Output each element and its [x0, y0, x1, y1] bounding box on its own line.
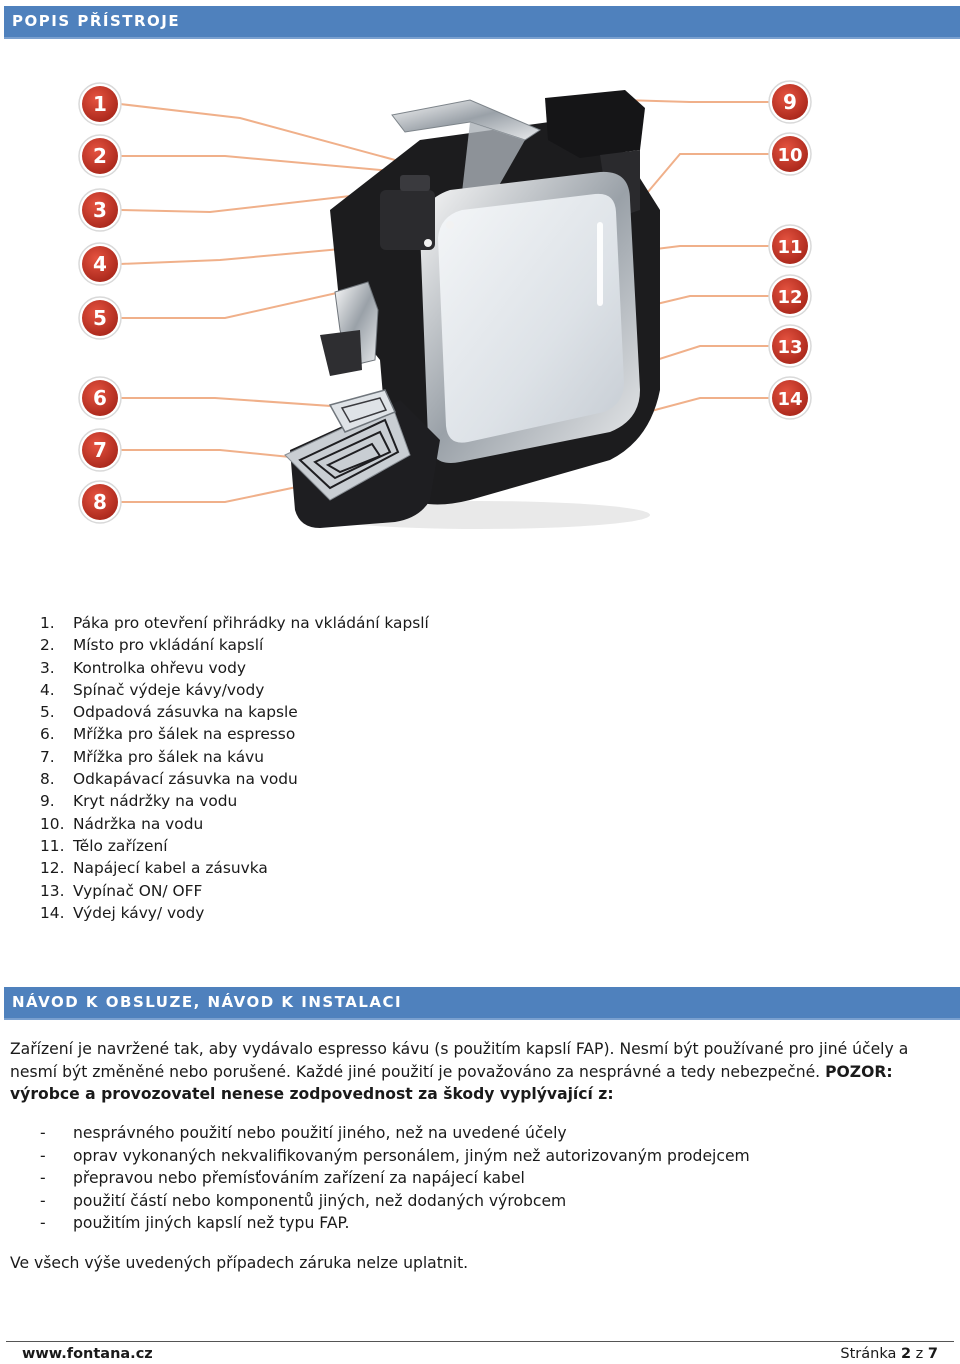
parts-number: 14. [40, 903, 65, 922]
callout-number: 1 [93, 92, 107, 116]
callout-badge-8 [79, 481, 121, 523]
parts-label: Tělo zařízení [73, 836, 168, 855]
callout-badge-12 [769, 275, 811, 317]
callout-number: 13 [777, 337, 803, 358]
dash-bullet: - [40, 1146, 46, 1165]
risk-text: přepravou nebo přemísťováním zařízení za napájecí kabel [73, 1169, 525, 1187]
page-total: 7 [927, 1346, 938, 1362]
parts-list-item [40, 835, 429, 857]
callout-badge-6 [79, 377, 121, 419]
parts-number: 3. [40, 658, 55, 677]
dash-bullet: - [40, 1124, 46, 1142]
parts-list-item [40, 723, 429, 745]
parts-label: Mřížka pro šálek na espresso [73, 725, 296, 744]
risk-item [40, 1122, 750, 1145]
parts-list-item [40, 634, 429, 656]
parts-list-item [40, 701, 429, 723]
dash-bullet: - [40, 1191, 46, 1210]
closing-sentence: Ve všech výše uvedených případech záruka nelze uplatnit. [10, 1254, 469, 1272]
parts-number: 12. [40, 859, 65, 878]
parts-list-item [40, 790, 429, 812]
page-current: 2 [900, 1346, 912, 1362]
risk-text: oprav vykonaných nekvalifikovaným personálem, jiným než autorizovaným prodejcem [73, 1146, 750, 1165]
callout-number: 14 [777, 389, 803, 410]
parts-number: 11. [40, 836, 65, 855]
risk-item [40, 1212, 750, 1235]
callout-badge-3 [79, 189, 121, 231]
coffee-machine [285, 90, 660, 529]
parts-list-item [40, 813, 429, 835]
footer-divider [6, 1341, 954, 1342]
section-title: NÁVOD K OBSLUZE, NÁVOD K INSTALACI [12, 993, 403, 1011]
parts-label: Páka pro otevření přihrádky na vkládání kapslí [73, 614, 429, 632]
section-title: POPIS PŘÍSTROJE [12, 12, 181, 30]
parts-label: Spínač výdeje kávy/vody [73, 680, 265, 699]
parts-list-item [40, 857, 429, 879]
parts-list-item [40, 612, 429, 634]
parts-list-item [40, 902, 429, 924]
callout-badge-7 [79, 429, 121, 471]
callout-badge-2 [79, 135, 121, 177]
callout-badge-5 [79, 297, 121, 339]
callout-number: 4 [93, 252, 107, 276]
parts-label: Odpadová zásuvka na kapsle [73, 703, 298, 722]
footer-page-number [840, 1346, 938, 1362]
parts-list-item [40, 768, 429, 790]
section-header-instructions [4, 987, 960, 1020]
callout-number: 2 [93, 144, 107, 168]
risk-text: použití částí nebo komponentů jiných, než dodaných výrobcem [73, 1191, 567, 1210]
parts-number: 5. [40, 703, 55, 722]
callout-number: 9 [783, 90, 797, 114]
dash-bullet: - [40, 1169, 46, 1187]
parts-number: 1. [40, 614, 55, 632]
callout-badge-9 [769, 81, 811, 123]
risk-item [40, 1190, 750, 1213]
parts-label: Mřížka pro šálek na kávu [73, 747, 265, 766]
parts-number: 6. [40, 725, 55, 744]
parts-label: Místo pro vkládání kapslí [73, 636, 264, 655]
callout-number: 5 [93, 306, 107, 330]
parts-number: 10. [40, 814, 65, 833]
risk-text: nesprávného použití nebo použití jiného, než na uvedené účely [73, 1124, 567, 1142]
parts-label: Odkapávací zásuvka na vodu [73, 770, 298, 789]
parts-label: Napájecí kabel a zásuvka [73, 859, 268, 878]
parts-label: Kontrolka ohřevu vody [73, 658, 246, 677]
risk-item [40, 1145, 750, 1168]
parts-list [40, 612, 429, 924]
device-figure [0, 60, 960, 540]
parts-number: 7. [40, 747, 55, 766]
footer-website-link[interactable]: www.fontana.cz [22, 1346, 153, 1362]
intro-paragraph [10, 1038, 955, 1106]
coffee-machine-illustration [0, 60, 960, 540]
callout-badge-14 [769, 377, 811, 419]
callout-number: 7 [93, 438, 107, 462]
parts-number: 9. [40, 792, 55, 811]
parts-label: Vypínač ON/ OFF [73, 881, 203, 900]
callout-number: 3 [93, 198, 107, 222]
warning-text: POZOR: výrobce a provozovatel nenese zodpovednost za škody vyplývající z: [10, 1062, 893, 1103]
page-prefix: Stránka [840, 1346, 897, 1362]
callout-number: 10 [777, 145, 803, 166]
dash-bullet: - [40, 1214, 46, 1232]
callout-number: 6 [93, 386, 107, 410]
parts-number: 4. [40, 680, 55, 699]
parts-label: Nádržka na vodu [73, 814, 204, 833]
callout-number: 8 [93, 490, 107, 514]
risk-item [40, 1167, 750, 1190]
parts-label: Kryt nádržky na vodu [73, 792, 238, 811]
parts-list-item [40, 880, 429, 902]
parts-number: 2. [40, 636, 55, 655]
callout-badge-4 [79, 243, 121, 285]
callout-badge-10 [769, 133, 811, 175]
callout-badges-left [79, 83, 121, 523]
section-header-description [4, 6, 960, 39]
callout-number: 12 [777, 287, 803, 308]
page-separator: z [915, 1346, 924, 1362]
callout-number: 11 [777, 237, 803, 258]
parts-number: 8. [40, 770, 55, 789]
callout-badge-1 [79, 83, 121, 125]
parts-list-item [40, 679, 429, 701]
parts-number: 13. [40, 881, 65, 900]
risks-list [40, 1122, 750, 1235]
parts-label: Výdej kávy/ vody [73, 903, 205, 922]
risk-text: použitím jiných kapslí než typu FAP. [73, 1214, 350, 1232]
parts-list-item [40, 657, 429, 679]
parts-list-item [40, 746, 429, 768]
callout-badge-13 [769, 325, 811, 367]
intro-text: Zařízení je navržené tak, aby vydávalo espresso kávu (s použitím kapslí FAP). Nesmí být používané pro jiné účely a nesmí být změněné nebo porušené. Každé jiné použití je považováno za nesprávné a tedy nebezpečné. [10, 1040, 909, 1081]
callout-badge-11 [769, 225, 811, 267]
callout-badges-right [769, 81, 811, 419]
